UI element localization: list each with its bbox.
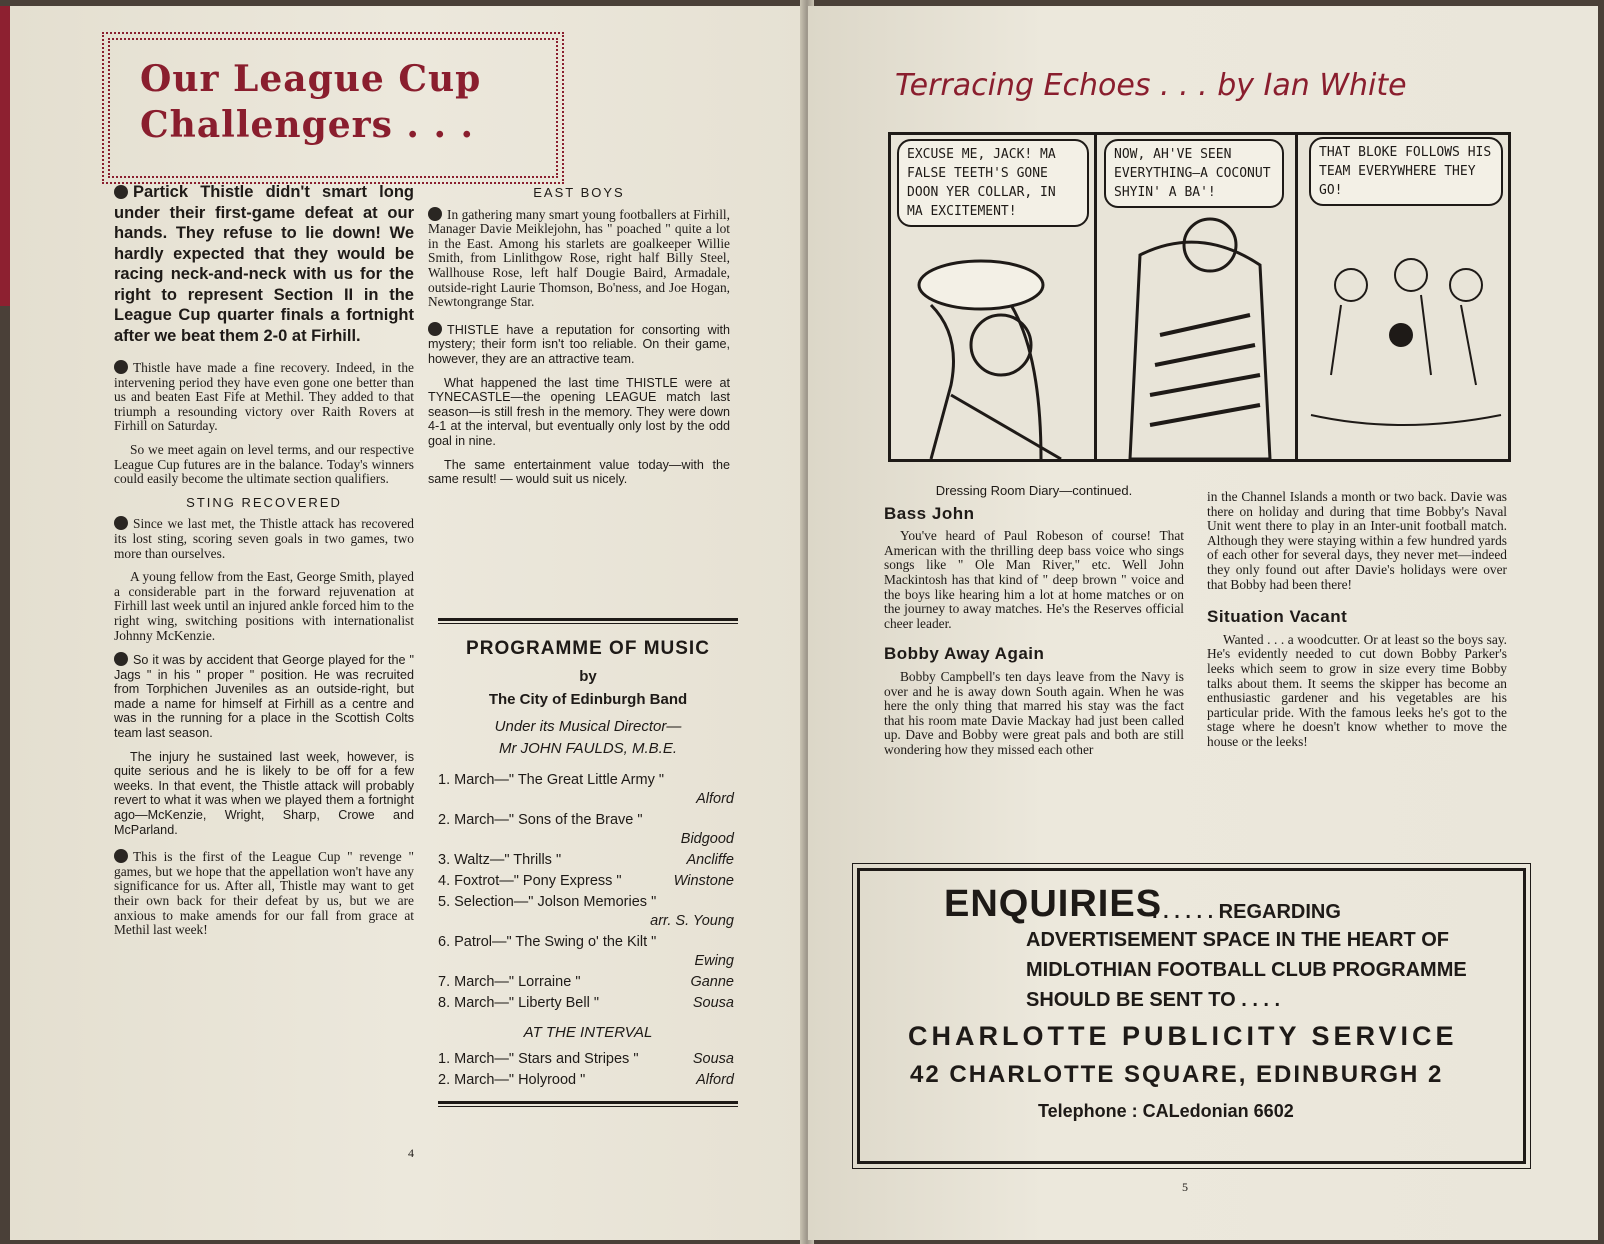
- music-item-piece: March—" Lorraine ": [454, 974, 581, 990]
- left-page: [10, 6, 806, 1240]
- music-item: [438, 993, 738, 1014]
- heading-bass-john: Bass John: [884, 503, 975, 523]
- interval-item: [438, 1049, 738, 1070]
- music-item-number: 7.: [438, 974, 451, 990]
- music-item: [438, 972, 738, 993]
- cover-edge: [0, 6, 10, 306]
- music-item-composer: Ganne: [690, 974, 734, 990]
- music-item: [438, 810, 738, 850]
- music-title: PROGRAMME OF MUSIC: [466, 638, 710, 659]
- cartoon-panel-3: [1301, 135, 1508, 459]
- cartoon-panel-1: [891, 135, 1097, 459]
- music-item-composer: Ewing: [694, 953, 734, 969]
- column-title: Terracing Echoes . . . by Ian White: [895, 68, 1407, 103]
- divider: [438, 1101, 738, 1107]
- paragraph-revenge: This is the first of the League Cup " revenge " games, but we hope that the appellation won't have any significance for us. After all, Thistle may want to get their own back for their defeat by us, but we are anxious to make amends for our fall from grace at Methil last week!: [114, 849, 414, 938]
- bullet-icon: [428, 322, 442, 336]
- music-item: [438, 871, 738, 892]
- bullet-icon: [114, 360, 128, 374]
- bullet-icon: [114, 652, 128, 666]
- music-item-number: 2.: [438, 1072, 451, 1088]
- company-telephone: Telephone : CALedonian 6602: [1038, 1101, 1294, 1121]
- speech-bubble-1: EXCUSE ME, JACK! MA FALSE TEETH'S GONE DOON YER COLLAR, IN MA EXCITEMENT!: [897, 139, 1089, 227]
- cartoon-panel-2: [1100, 135, 1298, 459]
- article-title-line2: Challengers . . .: [140, 104, 475, 146]
- paragraph-bobby-continued: in the Channel Islands a month or two back. Davie was there on holiday and during that time Bobby's Naval Unit went there to play in an Inter-unit football match. Although they were staying within a few hundred yards of each other for several days, they never met—indeed they only found out after Davie's holidays were over that Bobby had been there!: [1207, 489, 1507, 592]
- music-item: [438, 892, 738, 932]
- bullet-icon: [114, 849, 128, 863]
- subhead-east-boys: EAST BOYS: [533, 185, 625, 200]
- music-list: [438, 770, 738, 1014]
- paragraph-george-smith: A young fellow from the East, George Smith, played a considerable part in the forward rejuvenation at Firhill last week until an injured ankle forced him to the right wing, switching positions with internationalist Johnny McKenzie.: [114, 569, 414, 643]
- music-item-composer: Sousa: [692, 995, 734, 1011]
- music-item-composer: Sousa: [692, 1051, 734, 1067]
- music-item-number: 3.: [438, 852, 451, 868]
- paragraph-sting: Since we last met, the Thistle attack has recovered its lost sting, scoring seven goals in two games, two more than ourselves.: [114, 516, 414, 561]
- music-band: The City of Edinburgh Band: [488, 691, 688, 708]
- left-column-2: [428, 182, 730, 496]
- divider: [438, 618, 738, 624]
- page-number-left: 4: [408, 1146, 414, 1160]
- music-item-composer: arr. S. Young: [650, 913, 734, 929]
- music-item: [438, 770, 738, 810]
- music-item-piece: March—" Stars and Stripes ": [454, 1051, 639, 1067]
- paragraph-bass-john: You've heard of Paul Robeson of course! That American with the thrilling deep bass voice who sings songs like " Ole Man River," etc. Well John Mackintosh has that kind of " deep brown " voice and the boys like hearing him a lot at home matches or on the journey to away matches. He's the Reserves official cheer leader.: [884, 528, 1184, 631]
- music-by: by: [579, 668, 597, 685]
- music-item-composer: Winstone: [673, 873, 734, 889]
- music-item-composer: Bidgood: [680, 831, 734, 847]
- cartoon-drawing-1: [891, 135, 1097, 459]
- article-title-box: [108, 38, 558, 178]
- page-number-right: 5: [1182, 1180, 1188, 1194]
- interval-label: AT THE INTERVAL: [523, 1024, 653, 1041]
- speech-bubble-3: THAT BLOKE FOLLOWS HIS TEAM EVERYWHERE THEY GO!: [1309, 137, 1503, 206]
- paragraph-jags: So it was by accident that George played for the " Jags " in his " proper " position. He was recruited from Torphichen Juveniles as an outside-right, but made a name for himself at Firhill as a centre and was in the running for a place in the Scottish Colts team last season.: [114, 653, 414, 741]
- music-item-piece: Waltz—" Thrills ": [454, 852, 562, 868]
- cartoon-drawing-2: [1100, 135, 1298, 459]
- music-item-number: 5.: [438, 894, 451, 910]
- music-item: [438, 932, 738, 972]
- music-item-composer: Alford: [696, 1072, 734, 1088]
- music-item-piece: Patrol—" The Swing o' the Kilt ": [454, 934, 657, 950]
- music-item: [438, 850, 738, 871]
- right-column-2: [1207, 490, 1507, 756]
- music-director-line1: Under its Musical Director—: [494, 718, 682, 735]
- company-name: CHARLOTTE PUBLICITY SERVICE: [908, 1021, 1458, 1051]
- paragraph-entertainment: The same entertainment value today—with the same result! — would suit us nicely.: [428, 457, 730, 487]
- bullet-icon: [114, 516, 128, 530]
- advertisement-box: [857, 868, 1526, 1164]
- music-item-number: 6.: [438, 934, 451, 950]
- music-item-number: 2.: [438, 812, 451, 828]
- enquiries-regarding: . . . . . . REGARDING: [1152, 901, 1341, 923]
- music-item-number: 1.: [438, 772, 451, 788]
- paragraph-east-boys: In gathering many smart young footballers at Firhill, Manager Davie Meiklejohn, has " poached " quite a lot in the East. Among his starlets are goalkeeper Willie Smith, from Linlithgow Rose, right half Billy Steel, Wallhouse Rose, left half Dougie Baird, Armadale, outside-right Laurie Thomson, Bo'ness, and Joe Hogan, Newtongrange Star.: [428, 206, 730, 310]
- music-item-piece: Foxtrot—" Pony Express ": [454, 873, 622, 889]
- subhead-sting-recovered: STING RECOVERED: [186, 494, 342, 510]
- enquiries-line4: SHOULD BE SENT TO . . . .: [1026, 989, 1281, 1011]
- enquiries-heading: ENQUIRIES: [944, 883, 1163, 925]
- music-item-piece: March—" The Great Little Army ": [454, 772, 664, 788]
- heading-situation-vacant: Situation Vacant: [1207, 607, 1348, 627]
- paragraph-tynecastle: What happened the last time THISTLE were at TYNECASTLE—the opening LEAGUE match last season—is still fresh in the memory. They were down 4-1 at the interval, but eventually only lost by the odd goal in nine.: [428, 375, 730, 448]
- article-title-line1: Our League Cup: [140, 58, 482, 100]
- music-director-line2: Mr JOHN FAULDS, M.B.E.: [498, 740, 678, 757]
- music-item-number: 4.: [438, 873, 451, 889]
- paragraph-situation-vacant: Wanted . . . a woodcutter. Or at least so the boys say. He's evidently needed to cut down Bobby Parker's leeks which seem to grow in size every time Bobby talks about them. It seems the skipper has become an enthusiastic gardener and his vegetables are his particular pride. With the famous leeks he's got to the stage where he doesn't know whether to move the house or the leeks!: [1207, 631, 1507, 749]
- music-item-piece: Selection—" Jolson Memories ": [454, 894, 657, 910]
- cartoon-drawing-3: [1301, 135, 1508, 459]
- music-item-composer: Alford: [696, 791, 734, 807]
- music-item-composer: Ancliffe: [686, 852, 734, 868]
- right-column-1: [884, 484, 1184, 764]
- left-column-1: [114, 182, 414, 947]
- enquiries-line3: MIDLOTHIAN FOOTBALL CLUB PROGRAMME: [1026, 959, 1467, 981]
- music-item-piece: March—" Holyrood ": [454, 1072, 586, 1088]
- music-item-piece: March—" Sons of the Brave ": [454, 812, 643, 828]
- music-item-piece: March—" Liberty Bell ": [454, 995, 599, 1011]
- bullet-icon: [114, 185, 128, 199]
- diary-heading: Dressing Room Diary—continued.: [935, 483, 1133, 498]
- bullet-icon: [428, 207, 442, 221]
- paragraph-injury: The injury he sustained last week, however, is quite serious and he is likely to be off for a few weeks. In that event, the Thistle attack will probably revert to what it was when we played them a fortnight ago—McKenzie, Wright, Sharp, Crowe and McParland.: [114, 749, 414, 837]
- music-item-number: 1.: [438, 1051, 451, 1067]
- enquiries-line2: ADVERTISEMENT SPACE IN THE HEART OF: [1026, 929, 1449, 951]
- music-programme: [438, 618, 738, 1107]
- music-director: [438, 716, 738, 760]
- paragraph-bobby-away: Bobby Campbell's ten days leave from the Navy is over and he is away down South again. When he was here the only thing that marred his stay was the fact that his room mate Davie Mackay had just been called up. Dave and Bobby were great pals and both are still wondering how they missed each other: [884, 668, 1184, 757]
- company-address: 42 CHARLOTTE SQUARE, EDINBURGH 2: [910, 1061, 1444, 1088]
- paragraph-thistle-recovery: Thistle have made a fine recovery. Indeed, in the intervening period they have even gone one better than us and beaten East Fife at Methil. They added to that triumph a resounding victory over Raith Rovers at Firhill on Saturday.: [114, 360, 414, 434]
- speech-bubble-2: NOW, AH'VE SEEN EVERYTHING—A COCONUT SHYIN' A BA'!: [1104, 139, 1284, 208]
- lead-text: Partick Thistle didn't smart long under their first-game defeat at our hands. They refuse to lie down! We hardly expected that they would be racing neck-and-neck with us for the right to represent Section II in the League Cup quarter finals a fortnight after we beat them 2-0 at Firhill.: [114, 183, 414, 345]
- heading-bobby-away: Bobby Away Again: [884, 644, 1045, 664]
- cartoon-strip: [888, 132, 1511, 462]
- music-item-number: 8.: [438, 995, 451, 1011]
- paragraph-level-terms: So we meet again on level terms, and our respective League Cup futures are in the balance. Today's winners could easily become the ultimate section qualifiers.: [114, 441, 414, 487]
- paragraph-mystery: THISTLE have a reputation for consorting with mystery; their form isn't too reliable. On their game, however, they are an attractive team.: [428, 322, 730, 366]
- lead-paragraph: [114, 182, 414, 346]
- interval-item: [438, 1070, 738, 1091]
